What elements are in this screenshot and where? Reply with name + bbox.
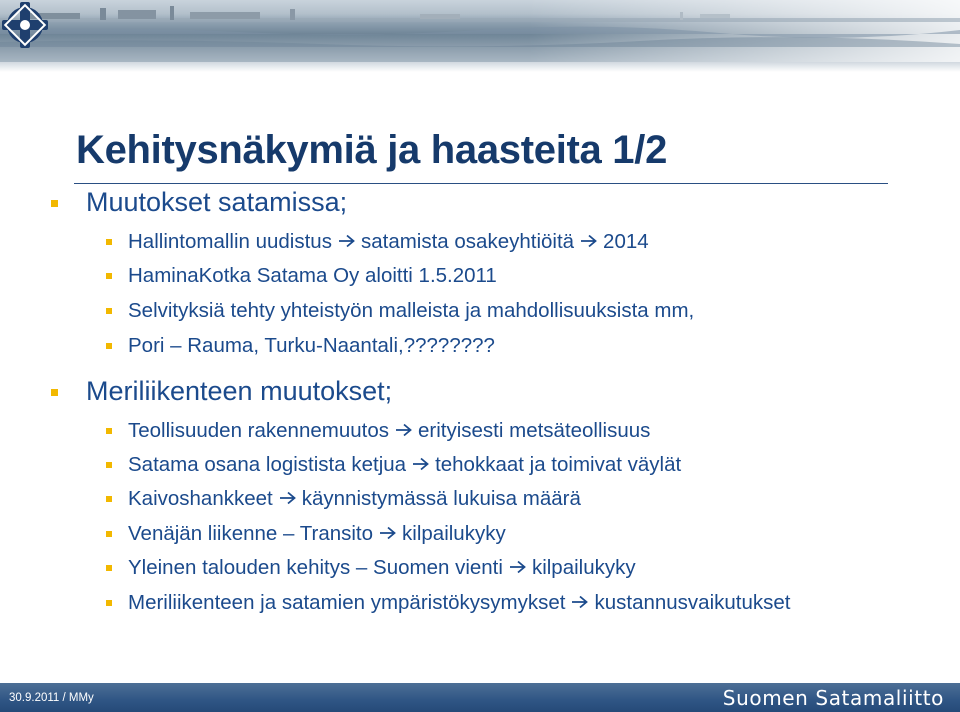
right-arrow-icon	[395, 423, 413, 437]
title-divider	[74, 183, 888, 184]
right-arrow-icon	[338, 234, 356, 248]
list-item-text: Yleinen talouden kehitys – Suomen vienti	[128, 556, 503, 579]
square-bullet-icon	[106, 565, 112, 571]
footer-date-author: 30.9.2011 / MMy	[9, 692, 94, 704]
square-bullet-icon	[106, 462, 112, 468]
list-item-text: Kaivoshankkeet	[128, 487, 273, 510]
square-bullet-icon	[106, 496, 112, 502]
square-bullet-icon	[106, 273, 112, 279]
square-bullet-icon	[106, 428, 112, 434]
section-heading: Muutokset satamissa;	[86, 187, 348, 217]
right-arrow-icon	[379, 526, 397, 540]
square-bullet-icon	[106, 239, 112, 245]
slide-title: Kehitysnäkymiä ja haasteita 1/2	[76, 128, 668, 172]
right-arrow-icon	[571, 595, 589, 609]
list-item-text: Venäjän liikenne – Transito	[128, 522, 374, 545]
list-item-text: Satama osana logistista ketjua	[128, 453, 407, 476]
harbor-skyline-image	[0, 0, 960, 62]
list-item-text: satamista osakeyhtiöitä	[360, 230, 575, 253]
list-item	[128, 520, 506, 548]
list-item-text: erityisesti metsäteollisuus	[417, 419, 651, 442]
square-bullet-icon	[51, 389, 58, 396]
header-photo	[0, 0, 960, 62]
list-item	[128, 228, 649, 256]
list-item	[128, 589, 791, 617]
right-arrow-icon	[580, 234, 598, 248]
square-bullet-icon	[51, 200, 58, 207]
header-fade	[0, 62, 960, 72]
right-arrow-icon	[412, 457, 430, 471]
square-bullet-icon	[106, 308, 112, 314]
section-heading: Meriliikenteen muutokset;	[86, 376, 393, 406]
list-item-text: käynnistymässä lukuisa määrä	[301, 487, 581, 510]
square-bullet-icon	[106, 531, 112, 537]
square-bullet-icon	[106, 600, 112, 606]
list-item-text: Teollisuuden rakennemuutos	[128, 419, 389, 442]
square-bullet-icon	[106, 343, 112, 349]
list-item-text: kilpailukyky	[531, 556, 636, 579]
list-item	[128, 554, 636, 582]
right-arrow-icon	[509, 560, 527, 574]
list-item-text: Meriliikenteen ja satamien ympäristökysymykset	[128, 591, 566, 614]
list-item-text: kustannusvaikutukset	[594, 591, 791, 614]
list-item-text: 2014	[603, 230, 649, 253]
list-item-text: kilpailukyky	[402, 522, 506, 545]
list-item: Pori – Rauma, Turku-Naantali,????????	[128, 334, 495, 357]
list-item: Selvityksiä tehty yhteistyön malleista ja mahdollisuuksista mm,	[128, 299, 695, 322]
list-item-text: Hallintomallin uudistus	[128, 230, 332, 253]
list-item	[128, 417, 650, 445]
footer-brand: Suomen Satamaliitto	[722, 686, 944, 710]
right-arrow-icon	[279, 491, 297, 505]
list-item-text: tehokkaat ja toimivat väylät	[435, 453, 682, 476]
list-item	[128, 485, 581, 513]
list-item: HaminaKotka Satama Oy aloitti 1.5.2011	[128, 264, 497, 287]
satamaliitto-logo-icon	[0, 0, 50, 50]
list-item	[128, 451, 681, 479]
